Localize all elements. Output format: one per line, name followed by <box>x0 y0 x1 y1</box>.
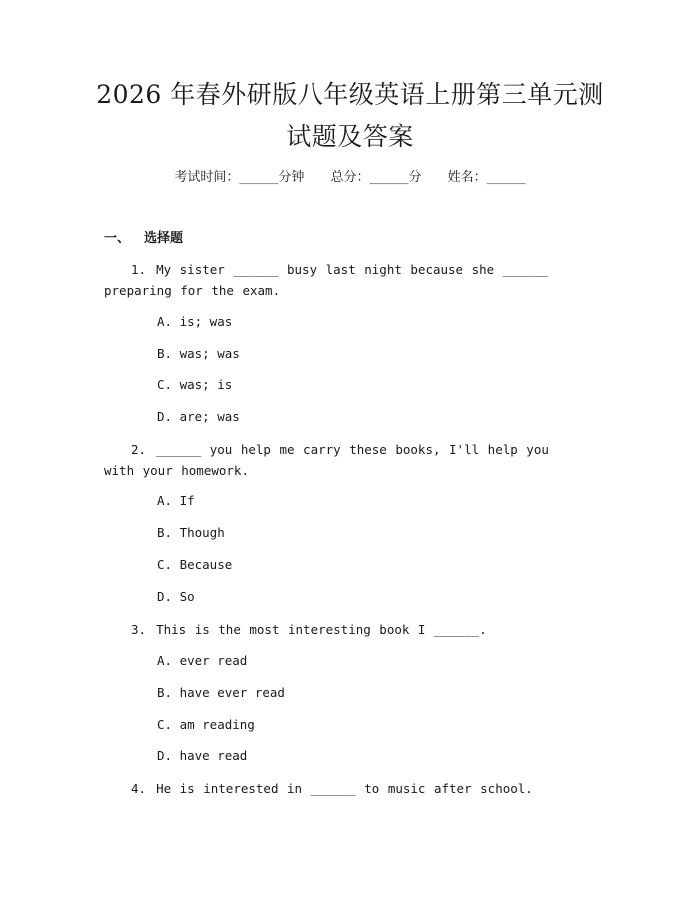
question-1-option-b: B. was; was <box>157 346 240 361</box>
document-title-line-1: 2026 年春外研版八年级英语上册第三单元测 <box>96 80 604 109</box>
question-1-option-a: A. is; was <box>157 314 233 329</box>
question-number: 1. <box>131 262 147 277</box>
question-number: 4. <box>131 781 147 796</box>
section-title: 选择题 <box>144 231 184 246</box>
question-text: This is the most interesting book I ______. <box>156 622 487 637</box>
question-2-option-b: B. Though <box>157 525 225 540</box>
question-2-option-d: D. So <box>157 589 195 604</box>
question-number: 2. <box>131 442 147 457</box>
question-3-option-a: A. ever read <box>157 653 248 668</box>
question-2 <box>104 439 584 481</box>
total-score-field: 总分：______分 <box>330 170 422 185</box>
section-number: 一、 <box>104 231 131 246</box>
question-3-option-c: C. am reading <box>157 717 255 732</box>
question-number: 3. <box>131 622 147 637</box>
question-2-option-c: C. Because <box>157 557 233 572</box>
question-3-option-b: B. have ever read <box>157 685 285 700</box>
question-text: ______ you help me carry these books, I'll help you with your homework. <box>104 442 549 478</box>
question-3-option-d: D. have read <box>157 748 248 763</box>
question-4 <box>104 778 584 799</box>
document-title <box>60 74 640 158</box>
section-heading <box>104 229 183 249</box>
question-1 <box>104 259 584 301</box>
student-name-field: 姓名：______ <box>447 170 526 185</box>
question-1-option-c: C. was; is <box>157 377 233 392</box>
question-1-option-d: D. are; was <box>157 409 240 424</box>
question-2-option-a: A. If <box>157 493 195 508</box>
question-3 <box>104 619 584 640</box>
question-text: My sister ______ busy last night because she ______ preparing for the exam. <box>104 262 548 298</box>
exam-meta <box>0 168 700 188</box>
question-text: He is interested in ______ to music after school. <box>156 781 533 796</box>
exam-time-field: 考试时间：______分钟 <box>174 170 305 185</box>
document-title-line-2: 试题及答案 <box>286 122 414 151</box>
